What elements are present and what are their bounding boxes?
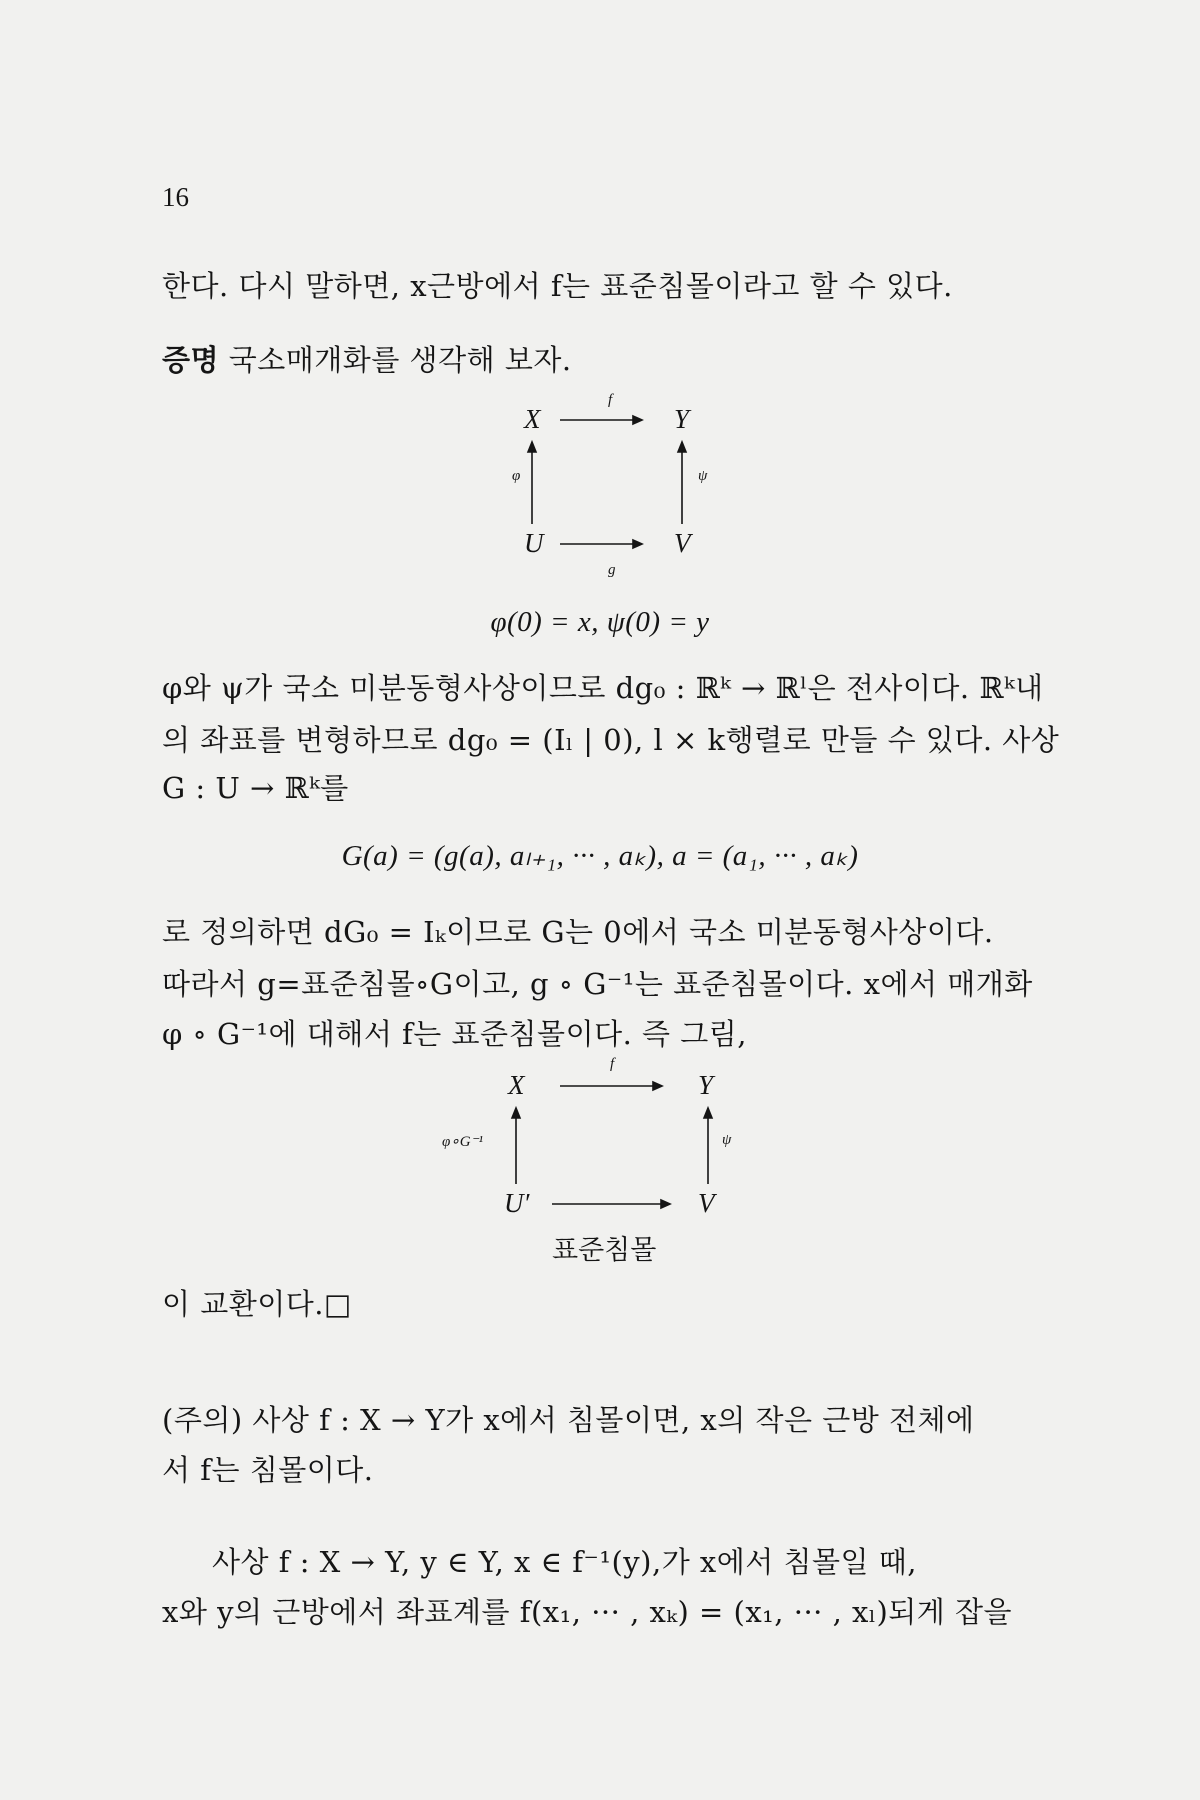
diagram1-left-arrow-label: φ [512,468,521,484]
commutative-diagram-1 [490,392,750,578]
proof-label: 증명 [162,343,220,377]
text-line-p3-3: φ ∘ G⁻¹에 대해서 f는 표준침몰이다. 즉 그림, [162,1017,748,1051]
diagram1-top-arrow-label: f [608,392,613,408]
diagram1-bottom-left: U [524,528,544,558]
page-number: 16 [162,182,189,212]
diagram1-bottom-arrow-label: g [608,562,616,578]
text-line-note-1: (주의) 사상 f : X → Y가 x에서 침몰이면, x의 작은 근방 전체에 [162,1403,975,1437]
text-line-p5-1: 사상 f : X → Y, y ∈ Y, x ∈ f⁻¹(y),가 x에서 침몰일 때, [212,1545,918,1579]
diagram2-top-left: X [508,1070,525,1100]
text-line-p2-1: φ와 ψ가 국소 미분동형사상이므로 dg₀ : ℝᵏ → ℝˡ은 전사이다. ℝᵏ내 [162,671,1044,705]
diagram2-right-arrow-label: ψ [722,1132,732,1148]
diagram1-top-right: Y [674,404,690,434]
diagram1-right-arrow-label: ψ [698,468,708,484]
text-line-p2-2: 의 좌표를 변형하므로 dg₀ = (Iₗ | 0), l × k행렬로 만들 수 있다. 사상 [162,723,1060,757]
text-line-note-2: 서 f는 침몰이다. [162,1453,374,1487]
equation-1: φ(0) = x, ψ(0) = y [490,606,710,638]
commutative-diagram-2 [440,1056,760,1270]
diagram2-bottom-right: V [698,1188,715,1218]
diagram1-bottom-right: V [674,528,691,558]
diagram2-left-arrow-label: φ∘G⁻¹ [442,1134,483,1150]
diagram2-top-arrow-label: f [610,1056,615,1072]
text-line-1: 한다. 다시 말하면, x근방에서 f는 표준침몰이라고 할 수 있다. [162,269,953,303]
diagram1-top-left: X [524,404,541,434]
proof-line [162,338,572,379]
diagram2-bottom-left: U′ [504,1188,530,1218]
text-line-p4: 이 교환이다.□ [162,1287,352,1321]
diagram2-top-right: Y [698,1070,714,1100]
diagram2-bottom-arrow-label: 표준침몰 [552,1235,657,1266]
text-line-p3-2: 따라서 g=표준침몰∘G이고, g ∘ G⁻¹는 표준침몰이다. x에서 매개화 [162,967,1033,1001]
text-line-p2-3: G : U → ℝᵏ를 [162,771,349,805]
proof-text: 국소매개화를 생각해 보자. [228,343,572,377]
diagram2-arrows [440,1060,760,1270]
text-line-p5-2: x와 y의 근방에서 좌표계를 f(x₁, ··· , xₖ) = (x₁, ··· , xₗ)되게 잡을 [162,1595,1013,1629]
equation-2: G(a) = (g(a), aₗ₊₁, ··· , aₖ), a = (a₁, ··· , aₖ) [341,840,859,872]
diagram1-arrows [490,396,750,576]
text-line-p3-1: 로 정의하면 dG₀ = Iₖ이므로 G는 0에서 국소 미분동형사상이다. [162,915,994,949]
